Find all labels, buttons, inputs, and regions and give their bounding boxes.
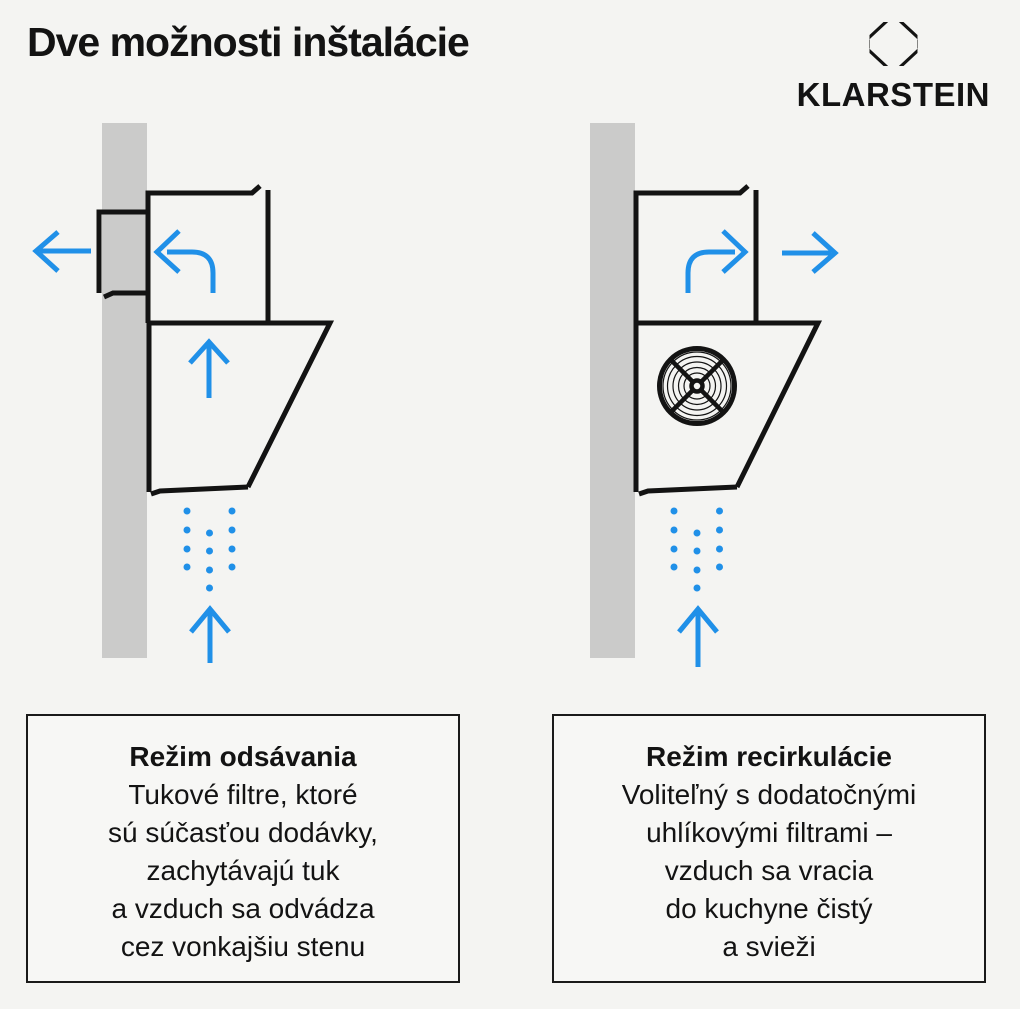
recirculation-mode-line: a svieži	[722, 931, 816, 962]
extraction-mode-line: zachytávajú tuk	[146, 855, 340, 886]
extraction-mode-line: a vzduch sa odvádza	[111, 893, 375, 924]
intake-up-arrow-icon	[191, 609, 229, 663]
brand-wordmark: KLARSTEIN	[796, 76, 990, 113]
intake-dots	[671, 508, 724, 592]
intake-up-arrow-icon	[679, 609, 717, 667]
wall	[102, 123, 147, 658]
curved-arrow-right-icon	[688, 231, 745, 293]
fan-icon	[660, 349, 735, 424]
extraction-mode-line: cez vonkajšiu stenu	[120, 931, 366, 962]
hood-body	[149, 323, 330, 487]
recirculation-mode-line: do kuchyne čistý	[665, 893, 873, 924]
up-arrow-hood-icon	[190, 342, 228, 398]
recirculation-mode-box	[552, 714, 986, 983]
recirculation-mode-diagram	[590, 123, 835, 667]
hood-bottom	[639, 487, 737, 494]
recirculation-mode-line: vzduch sa vracia	[664, 855, 874, 886]
wall	[590, 123, 635, 658]
intake-dots	[184, 508, 236, 592]
recirculation-mode-title: Režim recirkulácie	[646, 741, 892, 772]
extraction-mode-line: Tukové filtre, ktoré	[128, 779, 358, 810]
hood-bottom	[151, 487, 248, 494]
curved-arrow-left-icon	[157, 231, 213, 293]
exhaust-arrow-right-icon	[782, 233, 835, 272]
recirculation-mode-line: uhlíkovými filtrami –	[646, 817, 892, 848]
extraction-mode-title: Režim odsávania	[129, 741, 357, 772]
recirculation-mode-line: Voliteľný s dodatočnými	[621, 779, 917, 810]
extraction-mode-box	[26, 714, 460, 983]
extraction-mode-line: sú súčasťou dodávky,	[108, 817, 378, 848]
exhaust-arrow-left-icon	[36, 232, 91, 271]
extraction-mode-diagram	[36, 123, 330, 663]
page-title: Dve možnosti inštalácie	[27, 19, 469, 65]
